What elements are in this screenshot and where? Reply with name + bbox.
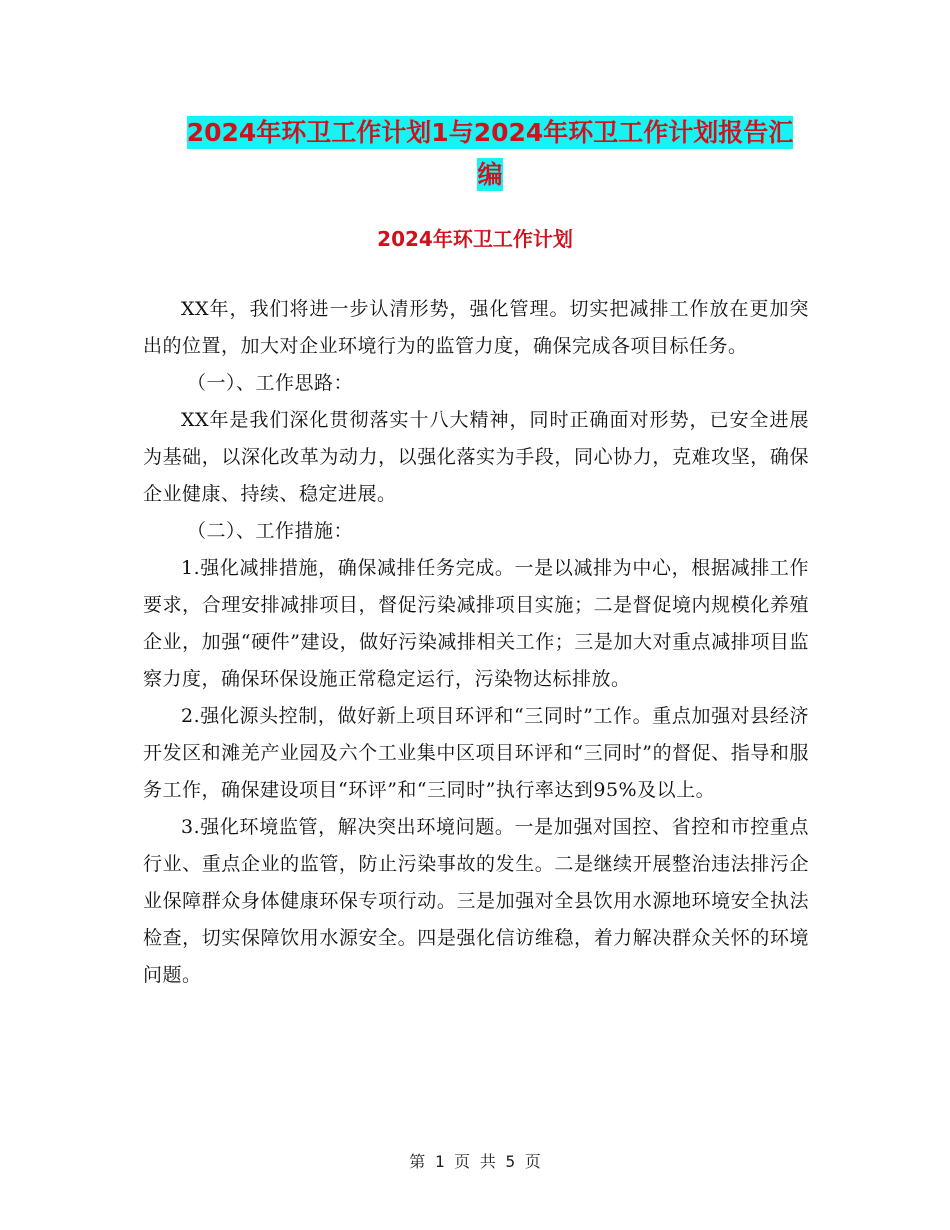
paragraph-measure-1: 1.强化减排措施，确保减排任务完成。一是以减排为中心，根据减排工作要求，合理安排减排项目，督促污染减排项目实施；二是督促境内规模化养殖企业，加强“硬件”建设，做好污染减排相关工作；三是加大对重点减排项目监察力度，确保环保设施正常稳定运行，污染物达标排放。 <box>143 557 809 690</box>
heading-work-measures: （二）、工作措施： <box>187 520 354 542</box>
section-title: 2024年环卫工作计划 <box>377 227 573 251</box>
page-footer: 第 1 页 共 5 页 <box>409 1152 541 1171</box>
document-title <box>150 112 830 196</box>
heading-work-ideas: （一）、工作思路： <box>187 372 354 394</box>
paragraph-measure-3: 3.强化环境监管，解决突出环境问题。一是加强对国控、省控和市控重点行业、重点企业的监管，防止污染事故的发生。二是继续开展整治违法排污企业保障群众身体健康环保专项行动。三是加强对全县饮用水源地环境安全执法检查，切实保障饮用水源安全。四是强化信访维稳，着力解决群众关怀的环境问题。 <box>143 816 809 986</box>
paragraph-work-ideas: XX年是我们深化贯彻落实十八大精神，同时正确面对形势，已安全进展为基础，以深化改革为动力，以强化落实为手段，同心协力，克难攻坚，确保企业健康、持续、稳定进展。 <box>143 409 809 505</box>
paragraph-measure-2: 2.强化源头控制，做好新上项目环评和“三同时”工作。重点加强对县经济开发区和滩羌产业园及六个工业集中区项目环评和“三同时”的督促、指导和服务工作，确保建设项目“环评”和“三同时”执行率达到95%及以上。 <box>143 705 809 801</box>
title-line-2: 编 <box>477 160 503 189</box>
paragraph-intro: XX年，我们将进一步认清形势，强化管理。切实把减排工作放在更加突出的位置，加大对企业环境行为的监管力度，确保完成各项目标任务。 <box>143 298 809 357</box>
document-body <box>143 291 809 994</box>
title-line-1: 2024年环卫工作计划1与2024年环卫工作计划报告汇 <box>186 118 794 147</box>
